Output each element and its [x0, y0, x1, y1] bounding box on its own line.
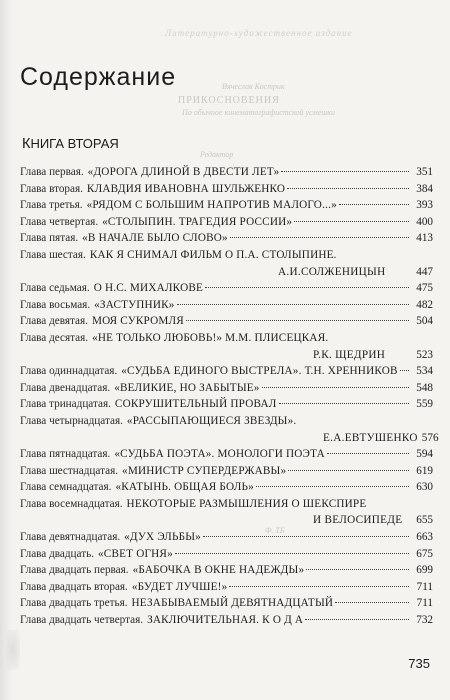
- chapter-page-number: 482: [416, 298, 433, 311]
- chapter-page-number: 504: [416, 315, 433, 328]
- show-through-text: ПРИКОСНОВЕНИЯ: [178, 95, 280, 106]
- dot-leader: [177, 304, 409, 305]
- book-title: [22, 136, 119, 152]
- chapter-title: О Н.С. МИХАЛКОВЕ: [93, 282, 204, 295]
- book-title-initial: К: [22, 136, 31, 152]
- chapter-title-continued: И ВЕЛОСИПЕДЕ: [313, 514, 403, 527]
- show-through-text: Редактор: [200, 150, 234, 159]
- chapter-label: Глава двадцать третья.: [20, 597, 128, 610]
- table-of-contents: [20, 166, 439, 631]
- toc-entry: [20, 249, 433, 266]
- dot-leader: [262, 387, 409, 388]
- toc-entry: [20, 614, 433, 631]
- toc-entry: [20, 183, 433, 200]
- chapter-label: Глава пятнадцатая.: [20, 448, 111, 461]
- dot-leader: [327, 453, 409, 454]
- chapter-page-number: 663: [416, 531, 433, 544]
- chapter-page-number: 711: [416, 580, 433, 593]
- toc-entry: [20, 315, 433, 332]
- chapter-page-number: 447: [416, 265, 433, 278]
- chapter-label: Глава шестнадцатая.: [20, 464, 119, 477]
- chapter-title: «БАБОЧКА В ОКНЕ НАДЕЖДЫ»: [132, 564, 305, 577]
- chapter-label: Глава десятая.: [20, 331, 89, 344]
- chapter-label: Глава тринадцатая.: [20, 398, 111, 411]
- page-title: Содержание: [20, 63, 177, 91]
- chapter-label: Глава двадцать.: [20, 547, 95, 560]
- chapter-label: Глава четырнадцатая.: [20, 414, 123, 427]
- chapter-page-number: 351: [416, 166, 433, 178]
- chapter-title: «В НАЧАЛЕ БЫЛО СЛОВО»: [82, 232, 228, 245]
- toc-entry: [20, 564, 433, 581]
- toc-entry: [20, 365, 433, 382]
- chapter-page-number: 534: [416, 365, 433, 378]
- toc-entry: [20, 448, 433, 465]
- chapter-label: Глава двадцать четвертая.: [20, 614, 144, 627]
- chapter-page-number: 699: [416, 564, 433, 577]
- chapter-title: «БУДЕТ ЛУЧШЕ!»: [131, 580, 228, 593]
- chapter-title: «РЯДОМ С БОЛЬШИМ НАПРОТИВ МАЛОГО...»: [86, 199, 337, 212]
- dot-leader: [279, 403, 409, 404]
- chapter-title-continued: Е.А.ЕВТУШЕНКО: [323, 431, 418, 444]
- page-number: 735: [408, 656, 430, 671]
- chapter-page-number: 619: [416, 464, 433, 477]
- chapter-title: «СУДЬБА ЕДИНОГО ВЫСТРЕЛА». Т.Н. ХРЕННИКОВ: [121, 365, 398, 378]
- dot-leader: [281, 171, 409, 172]
- chapter-title: ЗАКЛЮЧИТЕЛЬНАЯ. К О Д А: [147, 614, 304, 627]
- chapter-title: «РАССЫПАЮЩИЕСЯ ЗВЕЗДЫ».: [126, 414, 297, 427]
- toc-entry: [20, 531, 433, 548]
- dot-leader: [256, 486, 409, 487]
- show-through-text: Литературно-художественное издание: [165, 28, 353, 38]
- toc-entry: [20, 166, 433, 183]
- book-title-rest: НИГА ВТОРАЯ: [30, 136, 119, 151]
- chapter-page-number: 413: [416, 232, 433, 245]
- toc-entry: [20, 465, 433, 482]
- chapter-label: Глава вторая.: [20, 182, 83, 195]
- toc-entry: [20, 581, 433, 598]
- chapter-title: НЕЗАБЫВАЕМЫЙ ДЕВЯТНАДЦАТЫЙ: [131, 597, 334, 610]
- chapter-title-continued: А.И.СОЛЖЕНИЦЫН: [278, 265, 386, 278]
- chapter-label: Глава двенадцатая.: [20, 381, 111, 394]
- chapter-title: «ВЕЛИКИЕ, НО ЗАБЫТЫЕ»: [114, 381, 260, 394]
- toc-entry: [20, 498, 433, 515]
- chapter-label: Глава двадцать вторая.: [20, 580, 128, 593]
- toc-entry-continuation: [20, 514, 433, 531]
- toc-entry: [20, 415, 433, 432]
- chapter-label: Глава шестая.: [20, 248, 86, 261]
- chapter-label: Глава восемнадцатая.: [20, 497, 123, 510]
- chapter-page-number: 655: [416, 514, 433, 527]
- toc-entry: [20, 232, 433, 249]
- page-gutter-shadow: [0, 0, 12, 700]
- toc-entry: [20, 282, 433, 299]
- toc-entry-continuation: [20, 431, 439, 449]
- show-through-text: Ф. ТБ: [265, 526, 285, 535]
- chapter-page-number: 732: [416, 614, 433, 627]
- dot-leader: [203, 536, 409, 537]
- chapter-page-number: 523: [416, 348, 433, 361]
- chapter-page-number: 393: [416, 199, 433, 212]
- chapter-page-number: 400: [416, 215, 433, 228]
- chapter-title: КЛАВДИЯ ИВАНОВНА ШУЛЬЖЕНКО: [86, 182, 286, 195]
- show-through-text: Вячеслав Кострик: [222, 82, 285, 91]
- chapter-label: Глава девятая.: [20, 315, 88, 328]
- chapter-title: «МИНИСТР СУПЕРДЕРЖАВЫ»: [122, 464, 287, 477]
- chapter-page-number: 384: [416, 182, 433, 195]
- chapter-title: МОЯ СУКРОМЛЯ: [91, 315, 184, 328]
- chapter-title: СОКРУШИТЕЛЬНЫЙ ПРОВАЛ: [114, 398, 277, 411]
- toc-entry-continuation: [20, 266, 433, 283]
- chapter-page-number: 594: [416, 448, 433, 461]
- chapter-title: КАК Я СНИМАЛ ФИЛЬМ О П.А. СТОЛЫПИНЕ.: [89, 248, 337, 261]
- chapter-label: Глава одиннадцатая.: [20, 365, 118, 378]
- dot-leader: [305, 619, 409, 620]
- chapter-page-number: 630: [416, 481, 433, 494]
- dot-leader: [205, 287, 409, 288]
- dot-leader: [229, 586, 409, 587]
- chapter-label: Глава восьмая.: [20, 298, 91, 311]
- chapter-title: «ДОРОГА ДЛИНОЙ В ДВЕСТИ ЛЕТ»: [87, 166, 280, 178]
- toc-entry: [20, 398, 433, 415]
- chapter-page-number: 548: [416, 381, 433, 394]
- dot-leader: [175, 553, 409, 554]
- toc-entry: [20, 216, 433, 233]
- toc-entry: [20, 382, 433, 399]
- toc-entry: [20, 481, 433, 498]
- chapter-label: Глава двадцать первая.: [20, 564, 129, 577]
- chapter-page-number: 711: [416, 597, 433, 610]
- paper-stain: [6, 630, 20, 670]
- toc-entry-continuation: [20, 349, 433, 366]
- dot-leader: [288, 470, 409, 471]
- toc-entry: [20, 597, 433, 614]
- chapter-page-number: 475: [416, 282, 433, 295]
- chapter-title-continued: Р.К. ЩЕДРИН: [313, 348, 386, 361]
- chapter-title: «ДУХ ЭЛЬБЫ»: [124, 531, 201, 544]
- toc-entry: [20, 199, 433, 216]
- toc-entry: [20, 332, 433, 349]
- toc-entry: [20, 548, 433, 565]
- dot-leader: [306, 569, 409, 570]
- chapter-title: «ЗАСТУПНИК»: [94, 298, 175, 311]
- chapter-label: Глава четвертая.: [20, 215, 99, 228]
- chapter-title: «СУДЬБА ПОЭТА». МОНОЛОГИ ПОЭТА: [114, 448, 325, 461]
- dot-leader: [230, 237, 409, 238]
- toc-entry: [20, 299, 433, 316]
- chapter-page-number: 576: [421, 431, 439, 444]
- dot-leader: [186, 320, 409, 321]
- chapter-title: «КАТЫНЬ. ОБЩАЯ БОЛЬ»: [115, 481, 254, 494]
- dot-leader: [400, 370, 409, 371]
- dot-leader: [339, 204, 409, 205]
- chapter-page-number: 675: [416, 547, 433, 560]
- chapter-label: Глава третья.: [20, 199, 83, 212]
- dot-leader: [294, 221, 409, 222]
- chapter-label: Глава пятая.: [20, 232, 79, 245]
- chapter-title: «НЕ ТОЛЬКО ЛЮБОВЬ!» М.М. ПЛИСЕЦКАЯ.: [92, 331, 329, 344]
- chapter-label: Глава девятнадцатая.: [20, 531, 121, 544]
- dot-leader: [335, 602, 409, 603]
- chapter-title: «СВЕТ ОГНЯ»: [98, 547, 173, 560]
- chapter-title: НЕКОТОРЫЕ РАЗМЫШЛЕНИЯ О ШЕКСПИРЕ: [126, 497, 367, 510]
- chapter-label: Глава семнадцатая.: [20, 481, 112, 494]
- chapter-label: Глава первая.: [20, 166, 84, 178]
- chapter-label: Глава седьмая.: [20, 282, 90, 295]
- show-through-text: По обычное кинематографистской усмешки: [182, 108, 336, 117]
- chapter-page-number: 559: [416, 398, 433, 411]
- dot-leader: [287, 188, 409, 189]
- chapter-title: «СТОЛЫПИН. ТРАГЕДИЯ РОССИИ»: [102, 215, 293, 228]
